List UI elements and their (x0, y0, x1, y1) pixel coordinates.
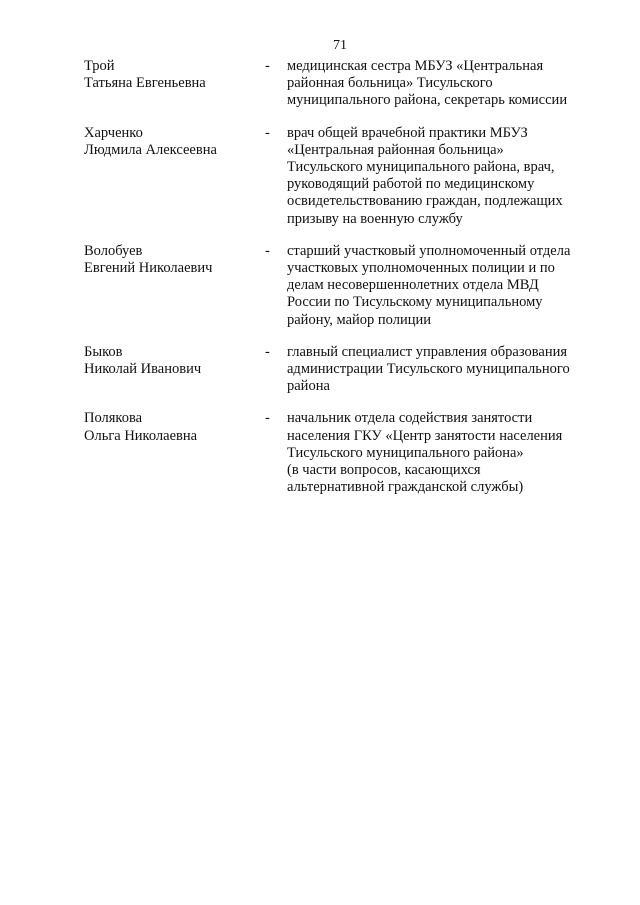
position-line: участковых уполномоченных полиции и по (287, 260, 555, 277)
dash-separator: - (265, 58, 270, 74)
member-position (287, 344, 597, 396)
position-line: муниципального района, секретарь комиссии (287, 92, 568, 109)
dash-separator: - (265, 242, 270, 259)
position-line: «Центральная районная больница» (287, 141, 504, 158)
member-name (84, 243, 254, 277)
position-line: районная больница» Тисульского (287, 75, 493, 92)
member-entry (0, 344, 640, 396)
position-line: призыву на военную службу (287, 210, 463, 227)
position-line: медицинская сестра МБУЗ «Центральная (287, 58, 544, 74)
member-given-names: Людмила Алексеевна (84, 141, 217, 158)
position-line: России по Тисульскому муниципальному (287, 294, 543, 311)
position-line: руководящий работой по медицинскому (287, 176, 535, 193)
position-line: делам несовершеннолетних отдела МВД (287, 277, 539, 294)
member-surname: Трой (84, 58, 115, 74)
member-surname: Быков (84, 343, 123, 360)
member-name (84, 125, 254, 159)
dash-separator: - (265, 410, 270, 427)
position-line: (в части вопросов, касающихся (287, 462, 481, 479)
position-line: главный специалист управления образования (287, 343, 568, 360)
member-surname: Полякова (84, 410, 143, 427)
position-line: населения ГКУ «Центр занятости населения (287, 427, 563, 444)
position-line: администрации Тисульского муниципального (287, 361, 570, 378)
position-line: начальник отдела содействия занятости (287, 410, 533, 427)
dash-separator: - (265, 124, 270, 141)
member-entry (0, 58, 640, 110)
member-given-names: Евгений Николаевич (84, 260, 213, 277)
dash-separator: - (265, 343, 270, 360)
member-surname: Харченко (84, 124, 143, 141)
position-line: Тисульского муниципального района, врач, (287, 159, 555, 176)
member-position (287, 243, 597, 329)
member-name (84, 410, 254, 444)
position-line: Тисульского муниципального района» (287, 444, 524, 461)
position-line: врач общей врачебной практики МБУЗ (287, 124, 528, 141)
member-given-names: Татьяна Евгеньевна (84, 75, 206, 92)
member-position (287, 410, 597, 496)
member-position (287, 125, 597, 228)
position-line: району, майор полиции (287, 311, 431, 328)
commission-member-list (0, 58, 640, 511)
position-line: альтернативной гражданской службы) (287, 479, 524, 496)
member-entry (0, 410, 640, 496)
member-entry (0, 125, 640, 228)
page-number: 71 (333, 38, 347, 53)
member-name (84, 344, 254, 378)
member-position (287, 58, 597, 110)
member-surname: Волобуев (84, 242, 143, 259)
position-line: освидетельствованию граждан, подлежащих (287, 193, 563, 210)
position-line: старший участковый уполномоченный отдела (287, 242, 571, 259)
member-given-names: Николай Иванович (84, 361, 202, 378)
member-entry (0, 243, 640, 329)
member-name (84, 58, 254, 92)
member-given-names: Ольга Николаевна (84, 427, 198, 444)
position-line: района (287, 378, 330, 395)
